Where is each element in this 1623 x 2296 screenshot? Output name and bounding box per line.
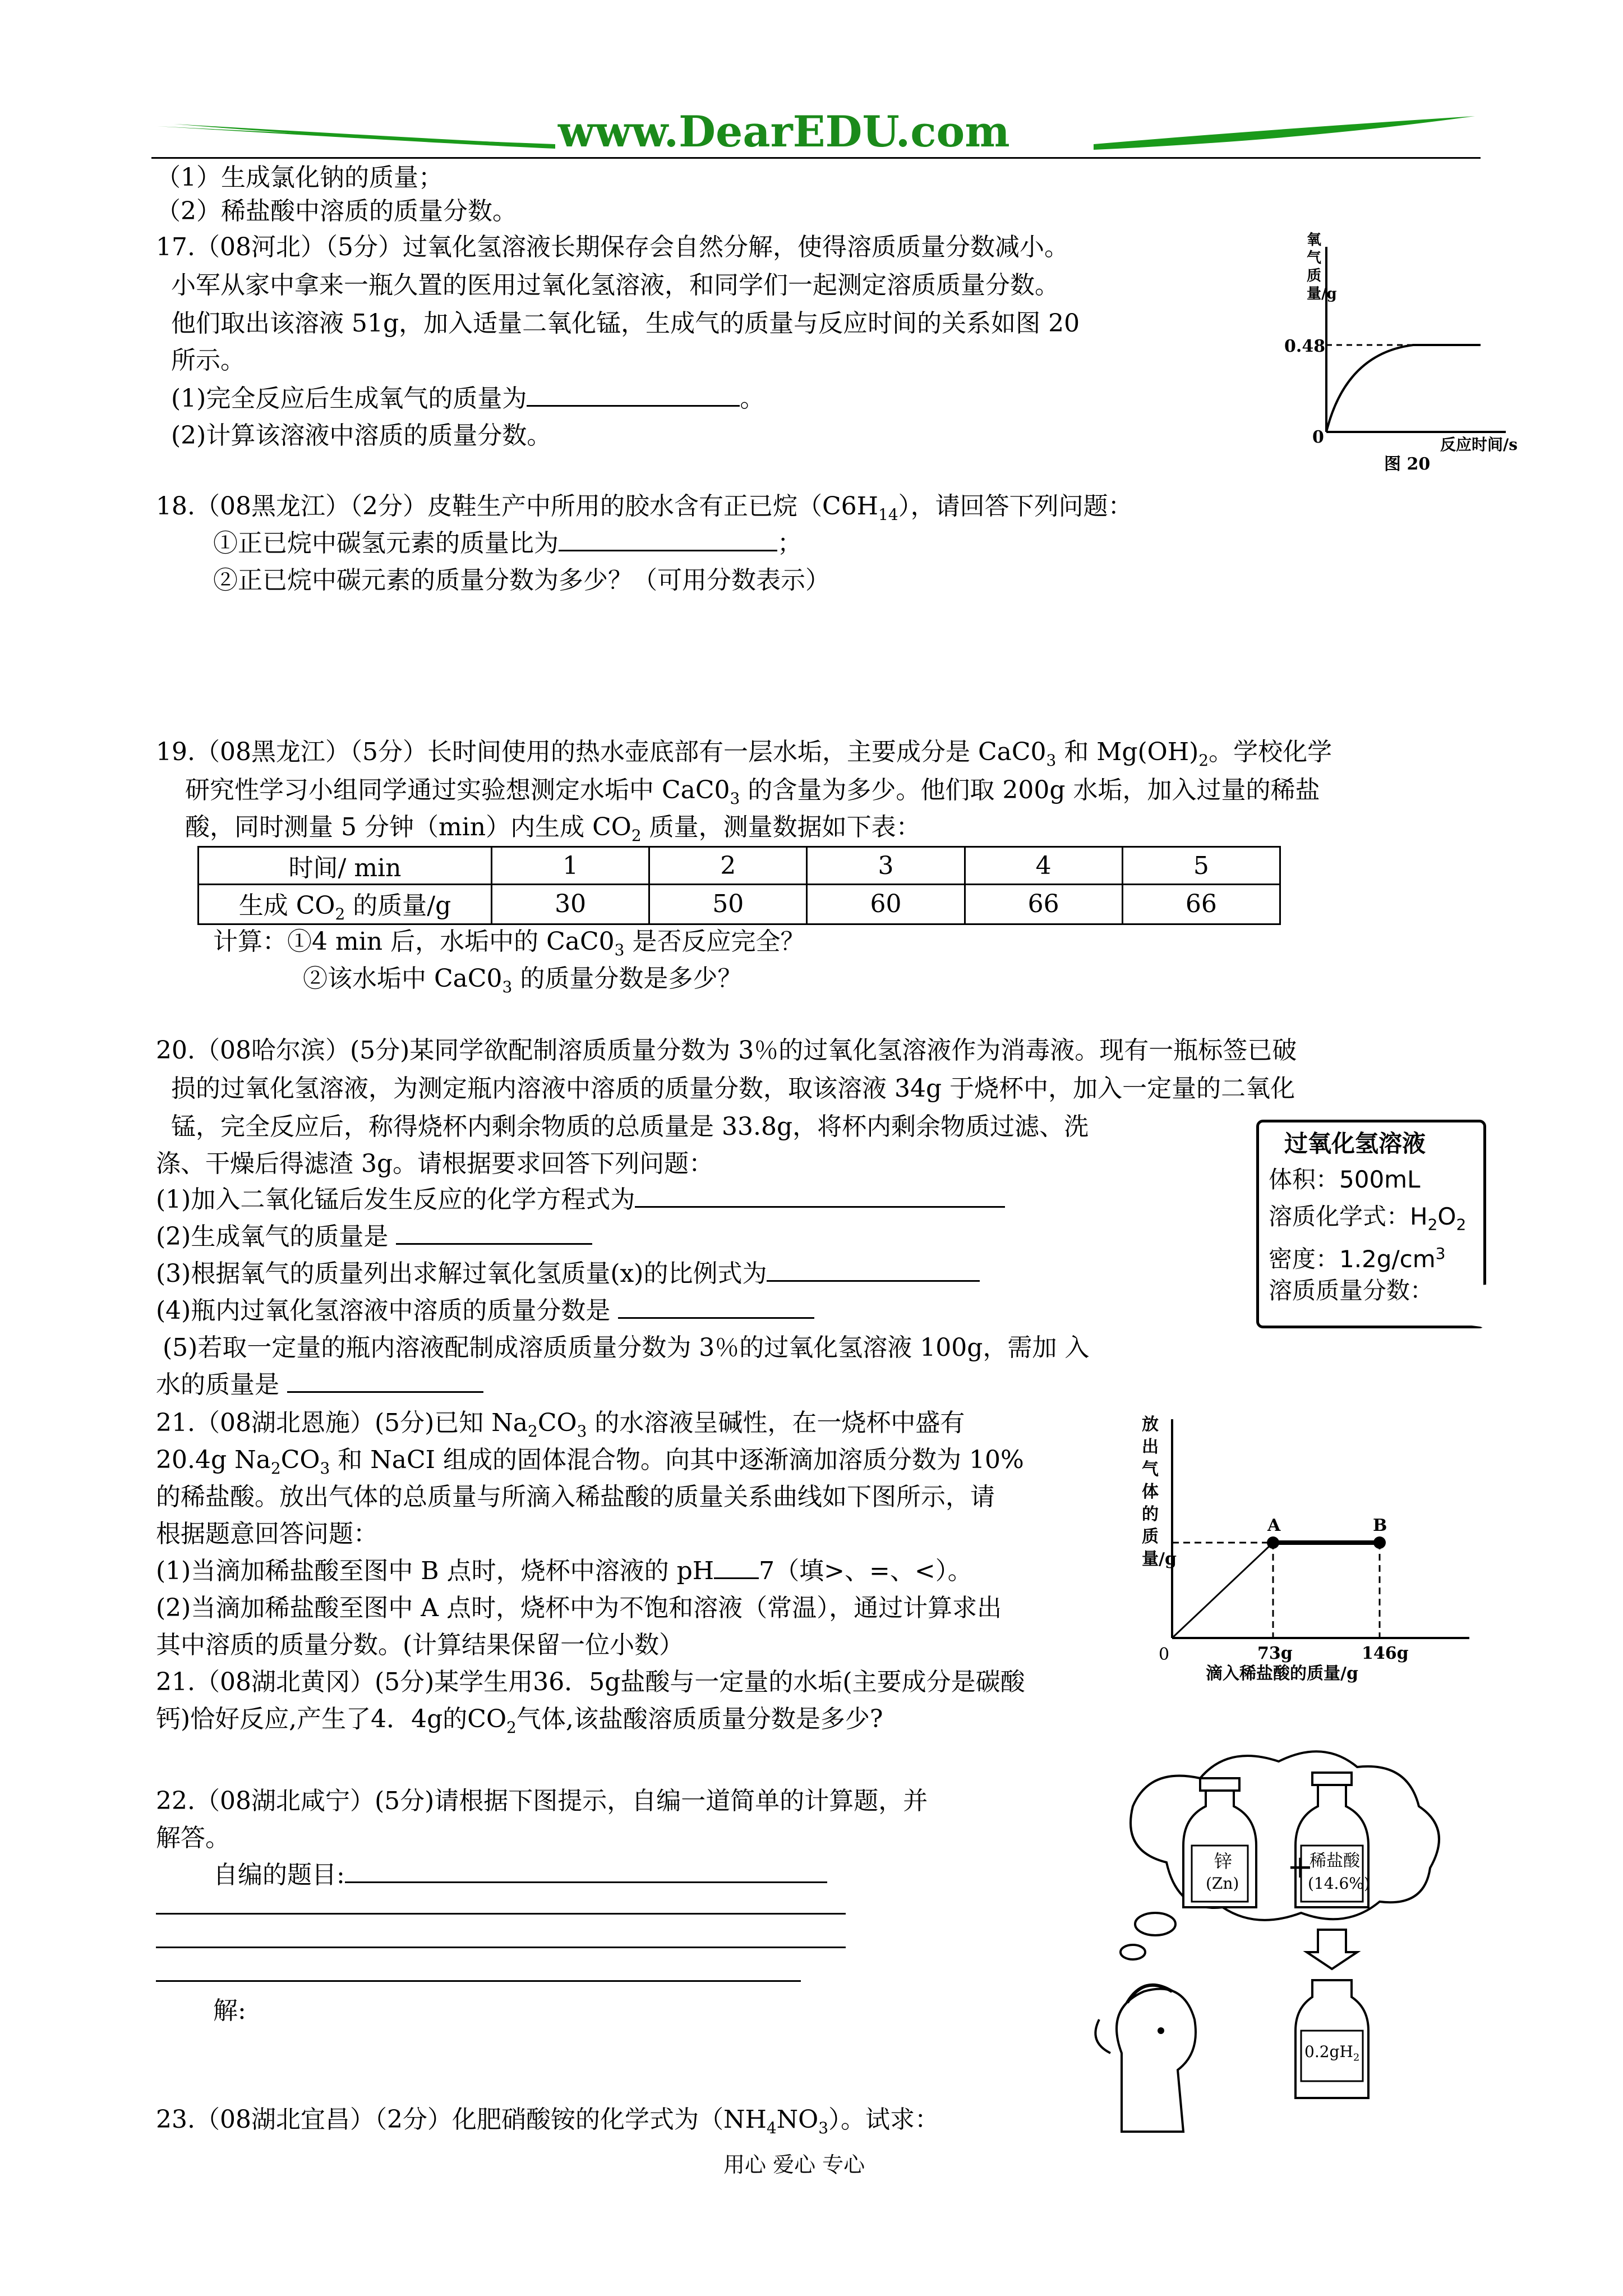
text-line: 22.（08湖北咸宁）(5分)请根据下图提示，自编一道简单的计算题，并 [156, 1787, 928, 1815]
answer-blank[interactable] [618, 1295, 814, 1319]
table-cell: 5 [1122, 847, 1280, 885]
fig20-yvalue: 0.48 [1284, 337, 1326, 356]
question-22-3: 自编的题目: [213, 1859, 827, 1892]
question-20-2: (2)生成氧气的质量是 [156, 1221, 592, 1253]
text-line: 21.（08湖北黄冈）(5分)某学生用36．5g盐酸与一定量的水垢(主要成分是碳酸 [156, 1668, 1025, 1696]
fig22-plus: + [1287, 1849, 1313, 1885]
question-18: 18.（08黑龙江）（2分）皮鞋生产中所用的胶水含有正已烷$(C6H_{14})$，请回答下列问题： [156, 492, 1133, 524]
question-19-2: 研究性学习小组同学通过实验想测定水垢中 $CaC0_3$ 的含量为多少。他们取 200g 水垢，加入过量的稀盐 [185, 776, 1320, 808]
text-line: (2)当滴加稀盐酸至图中 A 点时，烧杯中为不饱和溶液（常温），通过计算求出 [156, 1594, 1002, 1622]
fig20-chart [1324, 247, 1509, 443]
fig20-xlabel: 反应时间/s [1440, 435, 1518, 454]
text-line: 17.（08河北）（5分）过氧化氢溶液长期保存会自然分解，使得溶质质量分数减小。 [156, 233, 1069, 261]
question-20-5: 水的质量是 [156, 1369, 483, 1401]
fig22-illustration [1088, 1739, 1492, 2143]
table-cell: 50 [649, 885, 807, 924]
label-density: 密度：$1.2g/cm^3$ [1269, 1244, 1446, 1273]
question-21-5: (1)当滴加稀盐酸至图中 B 点时，烧杯中溶液的 pH 7（填>、=、<）。 [156, 1555, 972, 1588]
text-line: (2)计算该溶液中溶质的质量分数。 [171, 421, 552, 450]
fig21-point-b: B [1373, 1516, 1387, 1535]
text-line: (5)若取一定量的瓶内溶液配制成溶质质量分数为 3％的过氧化氢溶液 100g，需加 入 [163, 1333, 1090, 1362]
text-line: 他们取出该溶液 51g，加入适量二氧化锰，生成气的质量与反应时间的关系如图 20 [171, 309, 1080, 338]
fig21-point-a: A [1267, 1516, 1281, 1535]
table-cell: 1 [492, 847, 649, 885]
question-17-1: (1)完全反应后生成氧气的质量为 。 [171, 383, 764, 415]
text-line: （1）生成氯化钠的质量； [156, 163, 443, 192]
table-cell: 生成 $CO_2$ 的质量/g [199, 885, 492, 924]
answer-blank[interactable] [345, 1859, 827, 1883]
label-volume: 体积：500mL [1269, 1166, 1421, 1193]
question-18-1: ①正已烷中碳氢元素的质量比为 ； [213, 527, 802, 560]
fig20-caption: 图 20 [1384, 454, 1431, 474]
label-formula: 溶质化学式：$H_2O_2$ [1269, 1203, 1467, 1234]
header-rule [151, 157, 1481, 159]
question-19: 19.（08黑龙江）（5分）长时间使用的热水壶底部有一层水垢，主要成分是 $CaC0_3$ 和 $Mg(OH)_2$。学校化学 [156, 738, 1332, 770]
table-cell: 3 [807, 847, 965, 885]
text-line: 解: [213, 1996, 246, 2025]
fig21-x2: 146g [1362, 1644, 1409, 1663]
text-line: 根据题意回答问题： [156, 1520, 378, 1548]
question-20-1: (1)加入二氧化锰后发生反应的化学方程式为 [156, 1184, 1005, 1216]
table-cell: 30 [492, 885, 649, 924]
text-line: 小军从家中拿来一瓶久置的医用过氧化氢溶液，和同学们一起测定溶质质量分数。 [171, 271, 1059, 300]
table-cell: 66 [1122, 885, 1280, 924]
fig21-origin: 0 [1159, 1645, 1170, 1664]
table-row [199, 847, 1280, 885]
answer-line[interactable] [156, 1947, 846, 1948]
label-fraction: 溶质质量分数： [1269, 1277, 1434, 1304]
fig22-hcl: 稀盐酸 [1310, 1851, 1360, 1871]
fig21-xlabel: 滴入稀盐酸的质量/g [1206, 1664, 1358, 1683]
fig20-ylabel: 氧气质量/g [1307, 232, 1337, 302]
torn-edge [1436, 1285, 1486, 1329]
answer-blank[interactable] [396, 1221, 592, 1245]
table-cell: 4 [965, 847, 1122, 885]
table-row [199, 885, 1280, 924]
text-line: ②正已烷中碳元素的质量分数为多少？（可用分数表示） [213, 566, 830, 595]
data-table [197, 846, 1281, 925]
question-20-3: (3)根据氧气的质量列出求解过氧化氢质量(x)的比例式为 [156, 1258, 980, 1290]
text-line: （2）稀盐酸中溶质的质量分数。 [156, 197, 517, 226]
question-21-2: 20.4g $Na_2CO_3$ 和 NaCI 组成的固体混合物。向其中逐渐滴加溶质分数为 10% [156, 1446, 1024, 1478]
answer-blank[interactable] [287, 1369, 483, 1393]
text-line: 解答。 [156, 1824, 230, 1852]
fig21-ylabel: 放出气体的质量/g [1142, 1415, 1177, 1569]
answer-blank[interactable] [527, 383, 740, 407]
question-21-1: 21.（08湖北恩施）(5分)已知 $Na_2CO_3$ 的水溶液呈碱性，在一烧杯中盛有 [156, 1409, 965, 1441]
fig21-x1: 73g [1257, 1644, 1293, 1663]
question-20-4: (4)瓶内过氧化氢溶液中溶质的质量分数是 [156, 1295, 814, 1327]
question-19-c2: ②该水垢中 $CaC0_3$ 的质量分数是多少？ [303, 964, 743, 996]
question-23: 23.（08湖北宜昌）（2分）化肥硝酸铵的化学式为$(NH_4NO_3)$。试求： [156, 2105, 940, 2137]
text-line: 其中溶质的质量分数。(计算结果保留一位小数） [156, 1631, 684, 1659]
fig22-hcl-conc: (14.6%) [1308, 1874, 1370, 1893]
text-line: 20.（08哈尔滨）(5分)某同学欲配制溶质质量分数为 3％的过氧化氢溶液作为消毒液。现有一瓶标签已破 [156, 1036, 1297, 1065]
answer-line[interactable] [156, 1980, 801, 1982]
table-cell: 60 [807, 885, 965, 924]
answer-blank[interactable] [714, 1555, 759, 1579]
text-line: 损的过氧化氢溶液，为测定瓶内溶液中溶质的质量分数，取该溶液 34g 于烧杯中，加入一定量的二氧化 [171, 1074, 1295, 1103]
fig20-origin: 0 [1312, 427, 1324, 447]
question-19-3: 酸，同时测量 5 分钟（min）内生成 $CO_2$ 质量，测量数据如下表： [185, 813, 921, 845]
answer-blank[interactable] [635, 1184, 1005, 1208]
fig21-chart [1166, 1419, 1481, 1655]
question-21b-2: 钙)恰好反应,产生了4．4g的$CO_2$气体,该盐酸溶质质量分数是多少? [156, 1705, 883, 1737]
table-cell: 2 [649, 847, 807, 885]
table-cell: 66 [965, 885, 1122, 924]
fig22-h2: $0.2gH_2$ [1304, 2042, 1360, 2064]
label-title: 过氧化氢溶液 [1284, 1130, 1426, 1157]
text-line: 锰，完全反应后，称得烧杯内剩余物质的总质量是 33.8g，将杯内剩余物质过滤、洗 [171, 1112, 1089, 1141]
site-logo: www.DearEDU.com [558, 107, 1010, 157]
answer-line[interactable] [156, 1913, 846, 1915]
question-19-c1: 计算：①4 min 后，水垢中的 $CaC0_3$ 是否反应完全？ [213, 927, 805, 959]
text-line: 的稀盐酸。放出气体的总质量与所滴入稀盐酸的质量关系曲线如下图所示，请 [156, 1483, 995, 1511]
text-line: 所示。 [171, 346, 245, 375]
text-line: 涤、干燥后得滤渣 3g。请根据要求回答下列问题： [156, 1149, 714, 1178]
page-footer: 用心 爱心 专心 [723, 2152, 865, 2177]
answer-blank[interactable] [559, 527, 777, 551]
answer-blank[interactable] [767, 1258, 980, 1282]
fig22-zn: 锌 [1214, 1851, 1233, 1872]
fig22-zn-formula: (Zn) [1206, 1874, 1239, 1893]
table-cell: 时间/ min [199, 847, 492, 885]
